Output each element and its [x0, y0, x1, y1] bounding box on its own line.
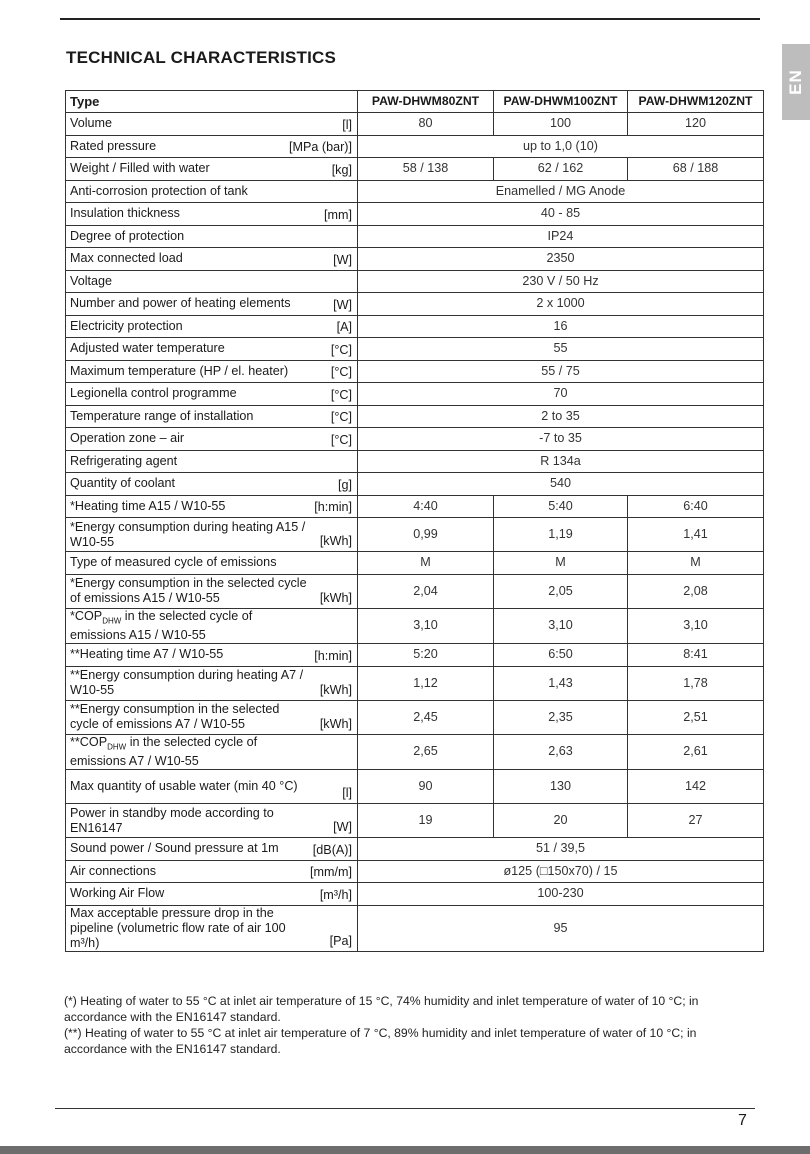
row-label-text: Rated pressure — [70, 138, 157, 153]
row-label-text: Adjusted water temperature — [70, 341, 225, 356]
row-value-shared: 100-230 — [358, 883, 764, 906]
row-unit: [A] — [336, 320, 352, 334]
row-unit: [MPa (bar)] — [289, 140, 352, 154]
row-label-text: Working Air Flow — [70, 886, 165, 901]
table-row — [66, 405, 764, 428]
row-label-text: Sound power / Sound pressure at 1m — [70, 841, 279, 856]
row-label-cell — [66, 225, 358, 248]
row-value: 2,65 — [358, 734, 494, 770]
row-label-text: in the selected cycle of emissions A7 / W10-55 — [70, 734, 258, 769]
row-value: 120 — [628, 113, 764, 136]
model-header: PAW-DHWM100ZNT — [494, 91, 628, 113]
table-row — [66, 860, 764, 883]
row-label-text: Type of measured cycle of emissions — [70, 555, 277, 570]
table-row — [66, 113, 764, 136]
table-row — [66, 360, 764, 383]
row-label-text: Operation zone – air — [70, 431, 185, 446]
row-label — [70, 341, 225, 356]
row-label-text: Insulation thickness — [70, 206, 180, 221]
row-value-shared: 2 x 1000 — [358, 293, 764, 316]
row-value: 27 — [628, 804, 764, 838]
row-unit: [kWh] — [319, 716, 352, 731]
row-value: 100 — [494, 113, 628, 136]
row-label-cell — [66, 644, 358, 667]
row-label — [70, 779, 298, 794]
row-label-cell — [66, 804, 358, 838]
row-value: M — [358, 552, 494, 575]
row-label-cell — [66, 248, 358, 271]
table-row — [66, 135, 764, 158]
table-row — [66, 495, 764, 518]
row-value: 2,61 — [628, 734, 764, 770]
row-label-cell — [66, 315, 358, 338]
row-label — [70, 841, 279, 856]
row-value-shared: 51 / 39,5 — [358, 838, 764, 861]
row-value-shared: 55 / 75 — [358, 360, 764, 383]
row-value-shared: Enamelled / MG Anode — [358, 180, 764, 203]
language-tab — [782, 44, 810, 120]
row-label — [70, 499, 225, 514]
row-value: 1,12 — [358, 666, 494, 700]
row-label-cell — [66, 203, 358, 226]
row-value: 2,35 — [494, 700, 628, 734]
row-label-cell — [66, 495, 358, 518]
table-row — [66, 203, 764, 226]
table-row — [66, 338, 764, 361]
row-label-cell — [66, 383, 358, 406]
table-row — [66, 293, 764, 316]
row-label-text: Max quantity of usable water (min 40 °C) — [70, 779, 298, 794]
row-value: 90 — [358, 770, 494, 804]
table-row — [66, 473, 764, 496]
row-label-subscript: DHW — [102, 616, 122, 626]
row-value: 68 / 188 — [628, 158, 764, 181]
row-label-cell — [66, 666, 358, 700]
row-label — [70, 431, 184, 446]
top-rule — [60, 18, 760, 20]
row-label — [70, 906, 310, 951]
footnote: (*) Heating of water to 55 °C at inlet air temperature of 15 °C, 74% humidity and inlet temperature of water of 10 °C; in accordance with the EN16147 standard. — [64, 994, 699, 1024]
row-label-text: in the selected cycle of emissions A15 / W10-55 — [70, 608, 253, 643]
row-label-cell — [66, 734, 358, 770]
page-title: TECHNICAL CHARACTERISTICS — [66, 48, 337, 67]
row-value-shared: up to 1,0 (10) — [358, 135, 764, 158]
row-label — [70, 520, 310, 550]
row-label-text: Maximum temperature (HP / el. heater) — [70, 363, 289, 378]
row-unit: [°C] — [330, 410, 352, 424]
table-row — [66, 518, 764, 552]
row-label-text: *Energy consumption during heating A15 / W10-55 — [70, 519, 306, 549]
table-row — [66, 608, 764, 644]
row-label-cell — [66, 860, 358, 883]
row-label-text: Electricity protection — [70, 318, 183, 333]
row-value: 2,63 — [494, 734, 628, 770]
row-value: 58 / 138 — [358, 158, 494, 181]
type-header: Type — [66, 91, 358, 113]
row-label — [70, 116, 112, 131]
row-label — [70, 806, 310, 836]
row-value: 5:20 — [358, 644, 494, 667]
row-unit: [h:min] — [314, 648, 352, 663]
row-label-cell — [66, 608, 358, 644]
table-row — [66, 574, 764, 608]
row-value: 3,10 — [494, 608, 628, 644]
row-value: 0,99 — [358, 518, 494, 552]
row-label-text: *Heating time A15 / W10-55 — [70, 498, 226, 513]
page-number: 7 — [738, 1112, 747, 1129]
row-unit: [kWh] — [319, 590, 352, 605]
row-value: 3,10 — [358, 608, 494, 644]
row-unit: [kg] — [331, 162, 352, 177]
row-label-text: **Heating time A7 / W10-55 — [70, 647, 224, 662]
row-value-shared: IP24 — [358, 225, 764, 248]
row-unit: [l] — [342, 786, 352, 801]
row-label-text: Legionella control programme — [70, 386, 237, 401]
row-unit: [dB(A)] — [312, 842, 352, 857]
row-label-cell — [66, 293, 358, 316]
language-tab-label: EN — [786, 69, 805, 95]
row-label-cell — [66, 883, 358, 906]
row-label-text: Air connections — [70, 863, 157, 878]
row-value: 2,08 — [628, 574, 764, 608]
row-value-shared: 2350 — [358, 248, 764, 271]
row-unit: [m³/h] — [319, 887, 352, 902]
table-row — [66, 770, 764, 804]
scan-edge-band — [0, 1146, 810, 1154]
row-label-text: Voltage — [70, 273, 113, 288]
row-unit: [W] — [333, 252, 352, 267]
row-label — [70, 364, 288, 379]
row-label — [70, 476, 175, 491]
table-row — [66, 383, 764, 406]
row-value: 6:50 — [494, 644, 628, 667]
bottom-rule — [55, 1108, 755, 1109]
row-value: 142 — [628, 770, 764, 804]
row-unit: [kWh] — [319, 534, 352, 548]
row-label-cell — [66, 428, 358, 451]
row-label-cell — [66, 180, 358, 203]
row-label-cell — [66, 113, 358, 136]
row-value: 2,45 — [358, 700, 494, 734]
table-row — [66, 883, 764, 906]
row-label-text: Degree of protection — [70, 228, 185, 243]
row-unit: [°C] — [330, 342, 352, 357]
row-label-cell — [66, 574, 358, 608]
table-row — [66, 666, 764, 700]
row-label-cell — [66, 270, 358, 293]
row-label-cell — [66, 360, 358, 383]
table-row — [66, 225, 764, 248]
row-label — [70, 251, 183, 266]
row-label — [70, 668, 310, 698]
table-row — [66, 838, 764, 861]
row-value-shared: 55 — [358, 338, 764, 361]
row-value-shared: 16 — [358, 315, 764, 338]
row-label-text: Max acceptable pressure drop in the pipeline (volumetric flow rate of air 100 m³/h) — [70, 905, 286, 950]
table-row — [66, 450, 764, 473]
row-label — [70, 161, 210, 176]
row-label — [70, 647, 223, 662]
row-label-text: **COP — [70, 734, 108, 749]
row-value: 5:40 — [494, 495, 628, 518]
model-header: PAW-DHWM80ZNT — [358, 91, 494, 113]
table-row — [66, 700, 764, 734]
row-label-cell — [66, 770, 358, 804]
row-value: 4:40 — [358, 495, 494, 518]
row-value-shared: ø125 (□150x70) / 15 — [358, 860, 764, 883]
row-value-shared: 95 — [358, 905, 764, 951]
row-label-text: *COP — [70, 608, 103, 623]
table-header-row — [66, 91, 764, 113]
row-label-text: Anti-corrosion protection of tank — [70, 183, 248, 198]
row-label — [70, 184, 248, 199]
row-value: 2,51 — [628, 700, 764, 734]
row-label-text: Temperature range of installation — [70, 408, 254, 423]
row-label-cell — [66, 338, 358, 361]
technical-characteristics-table — [65, 90, 764, 952]
row-label — [70, 274, 112, 289]
row-value: 1,78 — [628, 666, 764, 700]
row-value: 1,19 — [494, 518, 628, 552]
table-row — [66, 180, 764, 203]
row-label-text: Refrigerating agent — [70, 453, 178, 468]
row-value: 3,10 — [628, 608, 764, 644]
row-unit: [h:min] — [314, 500, 352, 514]
row-unit: [g] — [337, 477, 352, 492]
table-row — [66, 644, 764, 667]
row-value-shared: 540 — [358, 473, 764, 496]
row-label — [70, 609, 310, 644]
row-label — [70, 555, 277, 570]
row-label-cell — [66, 473, 358, 496]
row-value: M — [628, 552, 764, 575]
row-label-text: Quantity of coolant — [70, 476, 176, 491]
row-unit: [°C] — [330, 387, 352, 402]
row-unit: [l] — [342, 117, 352, 132]
row-label — [70, 206, 180, 221]
row-label-text: Power in standby mode according to EN16147 — [70, 805, 274, 835]
row-value: 6:40 — [628, 495, 764, 518]
table-row — [66, 315, 764, 338]
row-label — [70, 576, 310, 606]
row-label-cell — [66, 838, 358, 861]
footnote: (**) Heating of water to 55 °C at inlet air temperature of 7 °C, 89% humidity and inlet temperature of water of 10 °C; in accordance with the EN16147 standard. — [64, 1026, 697, 1056]
row-label — [70, 229, 184, 244]
row-label-cell — [66, 450, 358, 473]
row-label-text: *Energy consumption in the selected cycle of emissions A15 / W10-55 — [70, 576, 307, 605]
row-value-shared: 40 - 85 — [358, 203, 764, 226]
row-unit: [mm] — [324, 207, 352, 222]
row-label-cell — [66, 405, 358, 428]
row-label-cell — [66, 518, 358, 552]
row-value-shared: R 134a — [358, 450, 764, 473]
row-value: 130 — [494, 770, 628, 804]
row-value-shared: -7 to 35 — [358, 428, 764, 451]
row-value: 1,41 — [628, 518, 764, 552]
footnotes — [64, 993, 754, 1057]
row-label — [70, 319, 183, 334]
row-label-text: Volume — [70, 116, 113, 131]
row-label — [70, 886, 164, 901]
table-row — [66, 248, 764, 271]
row-label-text: Weight / Filled with water — [70, 161, 210, 176]
row-value: M — [494, 552, 628, 575]
table-row — [66, 428, 764, 451]
table-row — [66, 158, 764, 181]
row-value-shared: 2 to 35 — [358, 405, 764, 428]
table-row — [66, 270, 764, 293]
model-header: PAW-DHWM120ZNT — [628, 91, 764, 113]
row-value-shared: 70 — [358, 383, 764, 406]
row-value: 2,05 — [494, 574, 628, 608]
row-label — [70, 864, 156, 879]
row-value: 19 — [358, 804, 494, 838]
row-value: 80 — [358, 113, 494, 136]
row-label — [70, 454, 177, 469]
row-label-text: Max connected load — [70, 251, 183, 266]
row-value: 62 / 162 — [494, 158, 628, 181]
row-unit: [W] — [333, 820, 352, 835]
row-label-cell — [66, 905, 358, 951]
row-label-cell — [66, 552, 358, 575]
row-label-text: **Energy consumption during heating A7 / W10-55 — [70, 668, 304, 698]
row-value-shared: 230 V / 50 Hz — [358, 270, 764, 293]
row-label — [70, 296, 291, 311]
table-row — [66, 905, 764, 951]
row-label-subscript: DHW — [107, 742, 127, 752]
row-unit: [Pa] — [329, 933, 352, 948]
row-label-text: **Energy consumption in the selected cycle of emissions A7 / W10-55 — [70, 702, 280, 732]
row-label — [70, 139, 156, 154]
row-label-cell — [66, 158, 358, 181]
row-label — [70, 409, 253, 424]
row-unit: [°C] — [330, 432, 352, 447]
row-label — [70, 386, 237, 401]
row-value: 1,43 — [494, 666, 628, 700]
row-unit: [kWh] — [319, 682, 352, 697]
row-label-cell — [66, 700, 358, 734]
table-row — [66, 734, 764, 770]
row-label-cell — [66, 135, 358, 158]
row-label-text: Number and power of heating elements — [70, 296, 291, 311]
row-value: 20 — [494, 804, 628, 838]
row-unit: [°C] — [330, 365, 352, 379]
table-row — [66, 804, 764, 838]
row-unit: [mm/m] — [310, 865, 352, 880]
row-value: 2,04 — [358, 574, 494, 608]
row-value: 8:41 — [628, 644, 764, 667]
table-row — [66, 552, 764, 575]
row-label — [70, 735, 310, 770]
row-unit: [W] — [333, 297, 352, 312]
row-label — [70, 702, 310, 732]
